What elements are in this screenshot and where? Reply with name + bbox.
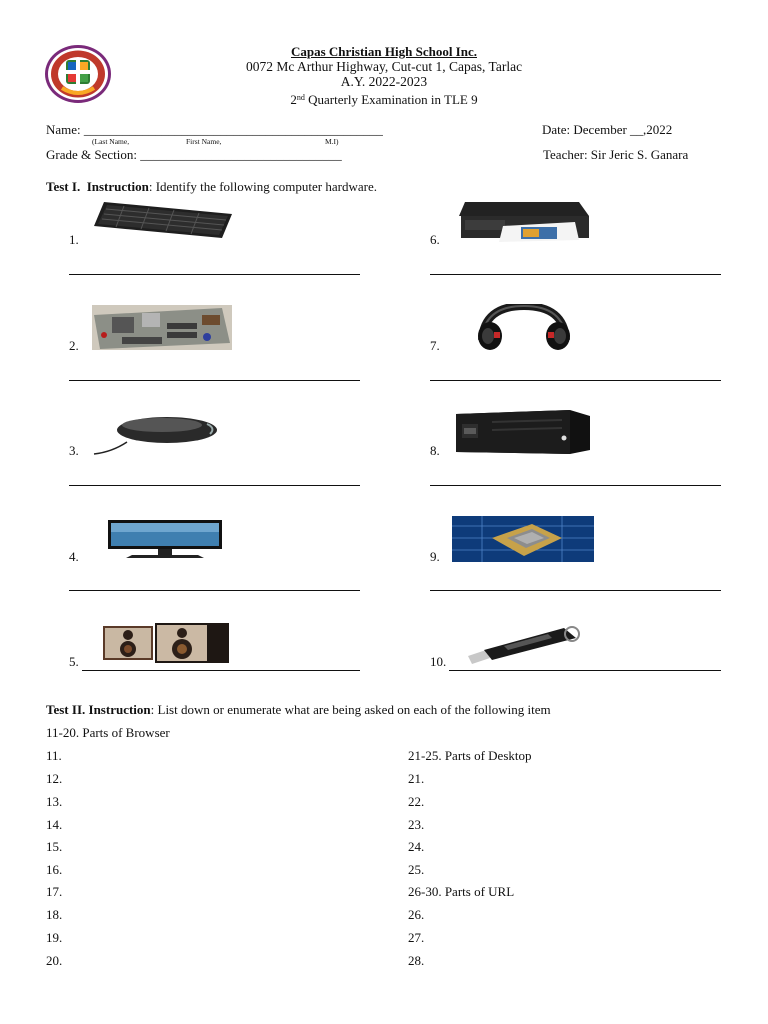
enumeration-item: 26. — [408, 907, 425, 922]
item-number: 8. — [430, 443, 440, 458]
enumeration-item: 16. — [46, 862, 63, 877]
exam-ordinal-suffix: nd — [296, 93, 305, 102]
answer-line — [69, 485, 360, 486]
item-number: 1. — [69, 232, 79, 247]
keyboard-icon — [94, 200, 234, 245]
enumeration-item: 25. — [408, 862, 425, 877]
last-name-hint: (Last Name, — [92, 137, 130, 146]
enumeration-item: 12. — [46, 771, 63, 786]
item-number: 3. — [69, 443, 79, 458]
date-field: Date: December __,2022 — [542, 122, 673, 137]
teacher-field: Teacher: Sir Jeric S. Ganara — [543, 147, 689, 162]
academic-year: A.Y. 2022-2023 — [340, 74, 428, 89]
first-name-hint: First Name, — [186, 137, 222, 146]
enumeration-item: 23. — [408, 817, 425, 832]
test2-instruction-text: : List down or enumerate what are being asked on each of the following item — [150, 702, 551, 717]
grade-section-field — [46, 147, 342, 162]
enumeration-item: 24. — [408, 839, 425, 854]
test1-instruction-label: Instruction — [86, 179, 149, 194]
answer-line — [82, 670, 360, 671]
name-label: Name: — [46, 122, 84, 137]
enumeration-item: 15. — [46, 839, 63, 854]
item-number: 9. — [430, 549, 440, 564]
school-address: 0072 Mc Arthur Highway, Cut-cut 1, Capas, Tarlac — [245, 59, 523, 74]
enumeration-item: 11. — [46, 748, 62, 763]
processor-icon — [452, 516, 594, 567]
enumeration-item: 19. — [46, 930, 63, 945]
middle-initial-hint: M.I) — [325, 137, 339, 146]
item-number: 6. — [430, 232, 440, 247]
test1-instruction — [46, 179, 377, 194]
item-number: 7. — [430, 338, 440, 353]
printer-icon — [459, 200, 591, 249]
test2-instruction — [46, 702, 551, 717]
usb-flash-drive-icon — [464, 624, 584, 671]
answer-line — [69, 380, 360, 381]
item-number: 5. — [69, 654, 79, 669]
item-number: 4. — [69, 549, 79, 564]
name-field — [46, 122, 383, 137]
test2-instruction-label: Instruction — [88, 702, 151, 717]
exam-title-rest: Quarterly Examination in TLE 9 — [304, 92, 478, 107]
headphones-icon — [468, 304, 580, 357]
motherboard-icon — [92, 305, 232, 355]
enumeration-item: 13. — [46, 794, 63, 809]
item-number: 2. — [69, 338, 79, 353]
speakers-icon — [103, 622, 229, 669]
item-number: 10. — [430, 654, 447, 669]
answer-line — [430, 380, 721, 381]
grade-section-label: Grade & Section: — [46, 147, 141, 162]
test2-title: Test II. — [46, 702, 86, 717]
enumeration-item: 14. — [46, 817, 63, 832]
exam-number: 2 — [290, 92, 297, 107]
enumeration-item: 28. — [408, 953, 425, 968]
answer-line — [69, 590, 360, 591]
answer-line — [430, 590, 721, 591]
test1-instruction-text: : Identify the following computer hardware. — [148, 179, 377, 194]
school-name: Capas Christian High School Inc. — [290, 44, 477, 59]
test1-title: Test I. — [46, 179, 81, 194]
enumeration-item: 18. — [46, 907, 63, 922]
enumeration-item: 20. — [46, 953, 63, 968]
enumeration-item: 17. — [46, 884, 63, 899]
section-url-parts: 26-30. Parts of URL — [408, 884, 515, 899]
enumeration-item: 22. — [408, 794, 425, 809]
mouse-icon — [92, 412, 232, 462]
name-blank: ______________________________________________ — [83, 122, 383, 137]
exam-title — [0, 90, 768, 107]
answer-line — [69, 274, 360, 275]
system-unit-icon — [452, 408, 592, 461]
section-desktop-parts: 21-25. Parts of Desktop — [408, 748, 532, 763]
answer-line — [430, 485, 721, 486]
grade-section-blank: _______________________________ — [140, 147, 342, 162]
enumeration-item: 27. — [408, 930, 425, 945]
enumeration-item: 21. — [408, 771, 425, 786]
section-browser-parts: 11-20. Parts of Browser — [46, 725, 170, 740]
monitor-icon — [108, 520, 222, 565]
answer-line — [430, 274, 721, 275]
